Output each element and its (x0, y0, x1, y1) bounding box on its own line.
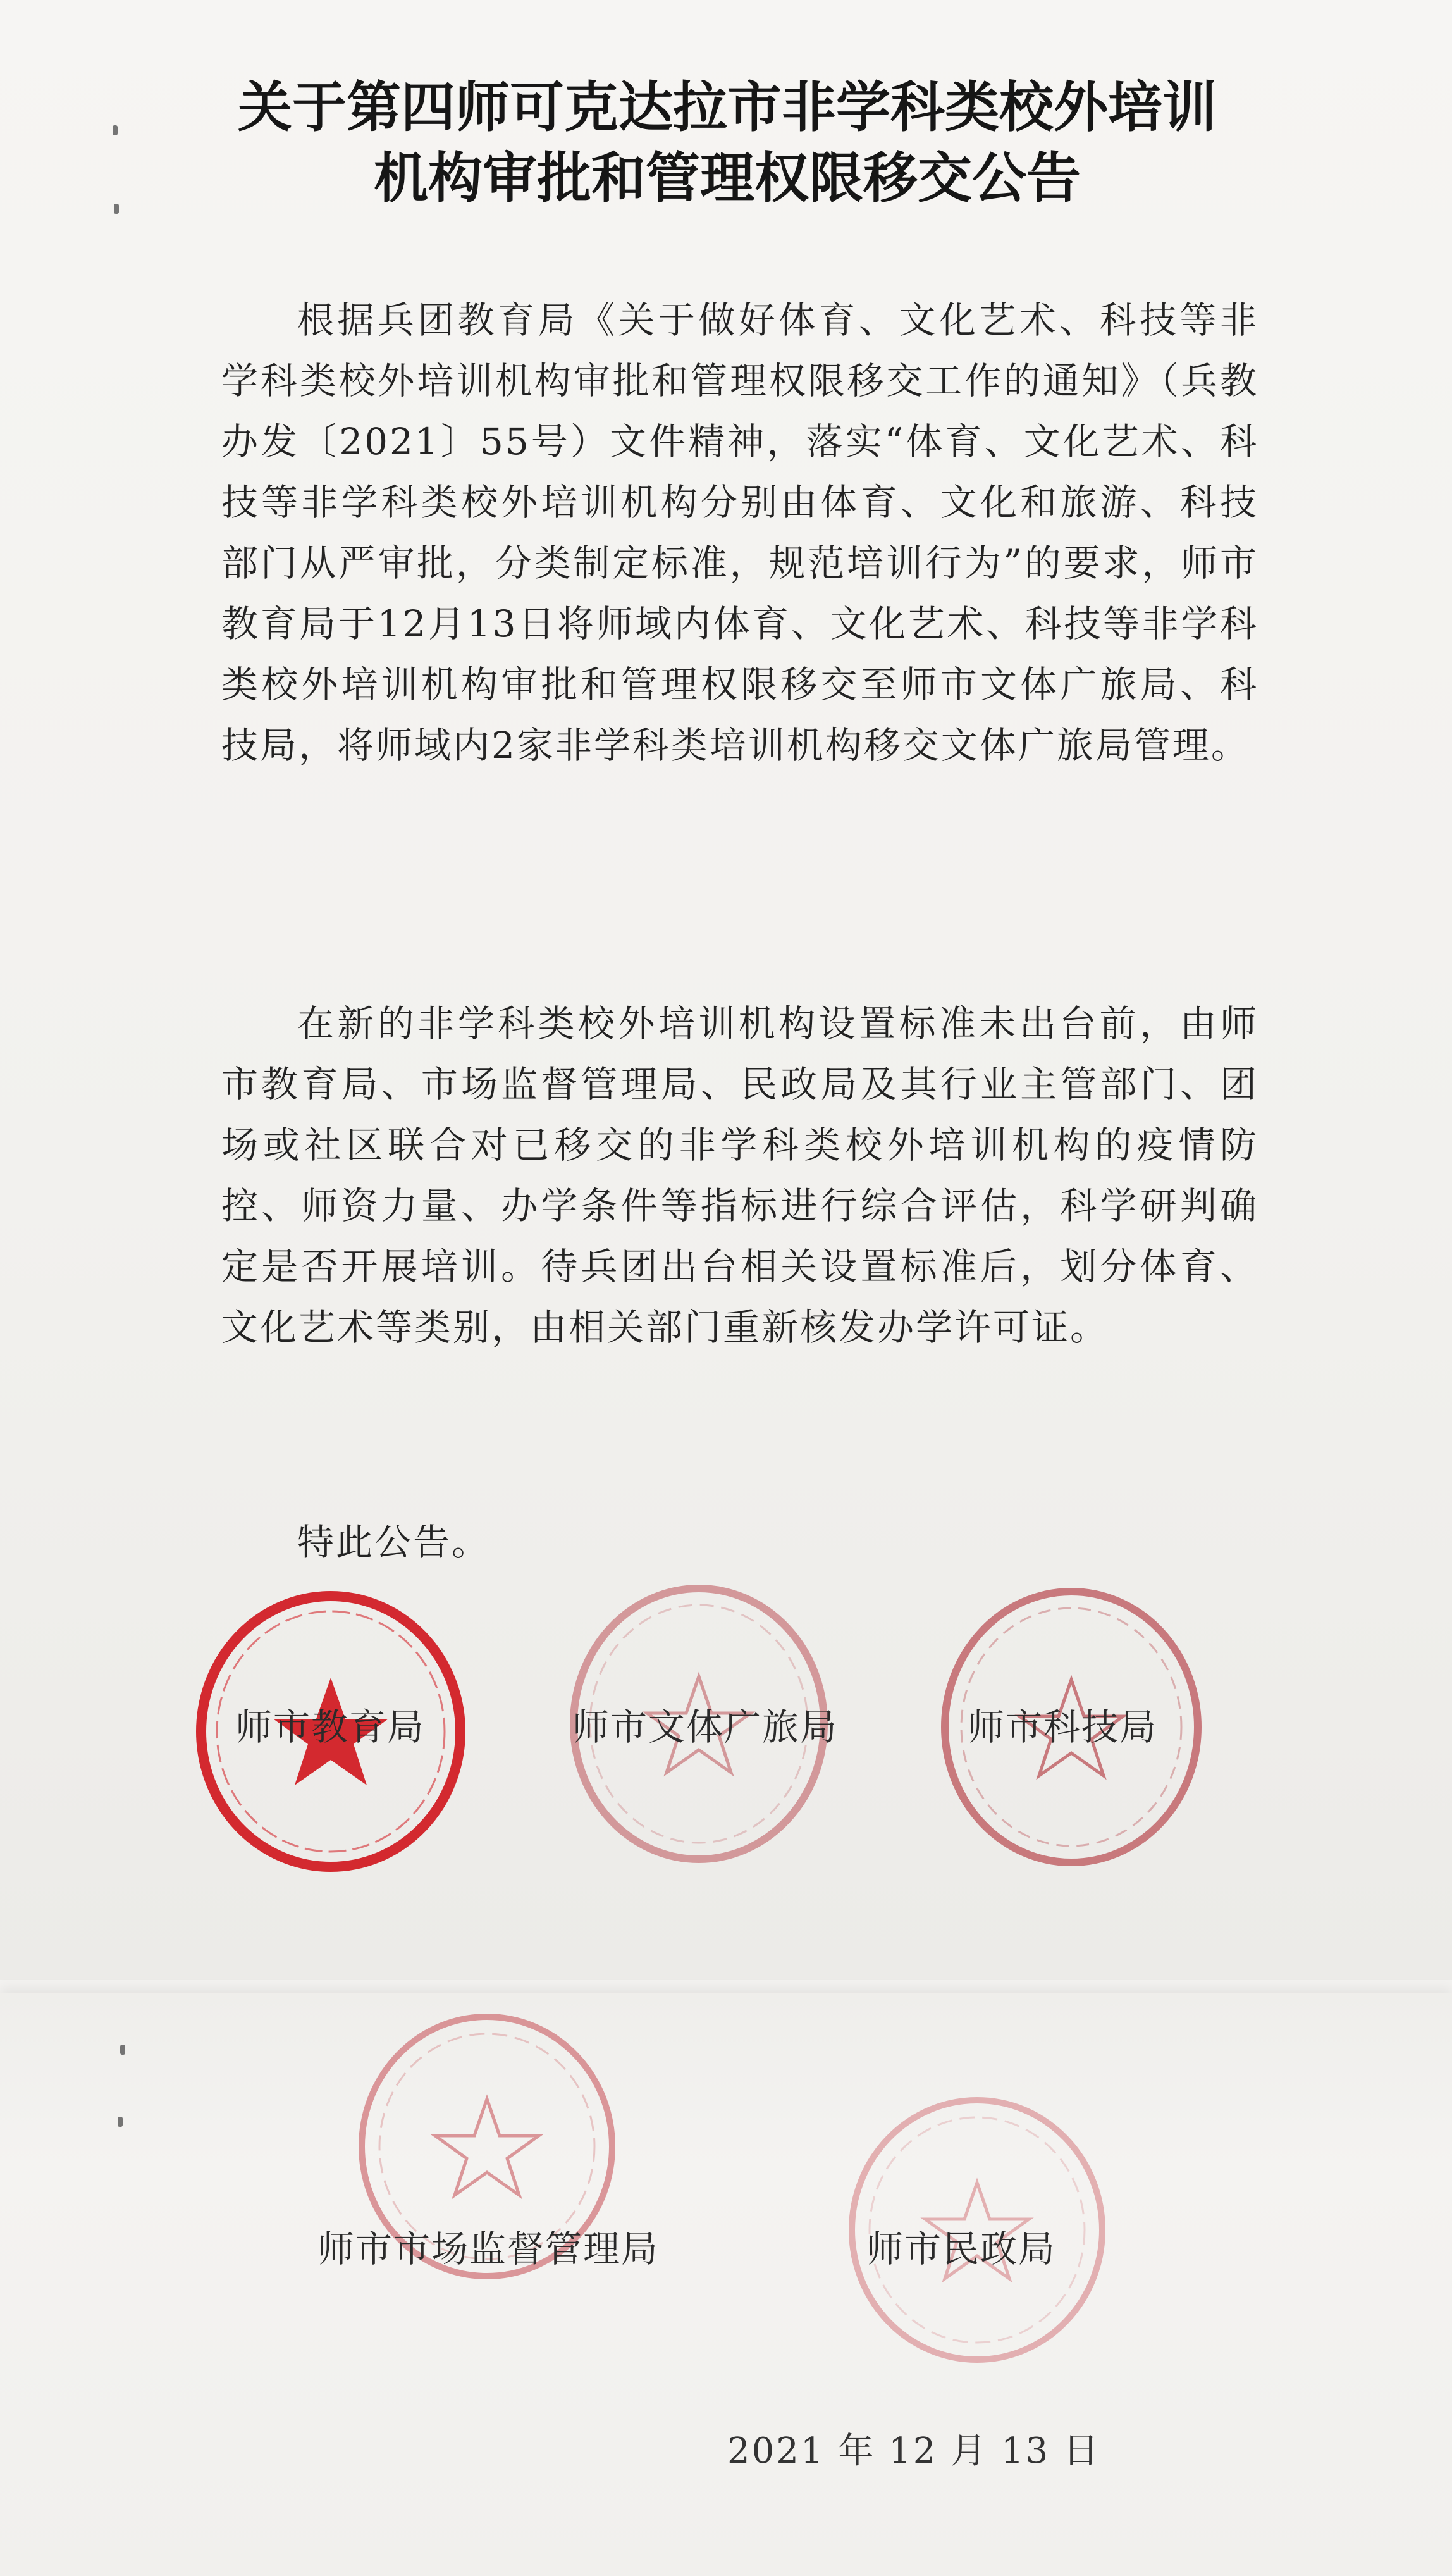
body-paragraph-1: 根据兵团教育局《关于做好体育、文化艺术、科技等非学科类校外培训机构审批和管理权限移交工作的通知》（兵教办发〔2021〕55号）文件精神，落实“体育、文化艺术、科技等非学科类校外培训机构分别由体育、文化和旅游、科技部门从严审批，分类制定标准，规范培训行为”的要求，师市教育局于12月13日将师域内体育、文化艺术、科技等非学科类校外培训机构审批和管理权限移交至师市文体广旅局、科技局，将师域内2家非学科类培训机构移交文体广旅局管理。 (221, 299, 1258, 767)
signatory-science-technology-bureau: 师市科技局 (968, 1706, 1158, 1749)
signatory-education-bureau: 师市教育局 (235, 1706, 426, 1749)
signatory-market-supervision-bureau: 师市市场监督管理局 (317, 2227, 660, 2270)
issue-date: 2021 年 12 月 13 日 (727, 2430, 1101, 2472)
signatory-culture-sports-tourism-bureau: 师市文体广旅局 (572, 1706, 839, 1749)
document-page-2 (0, 1993, 1452, 2576)
body-paragraph-2: 在新的非学科类校外培训机构设置标准未出台前，由师市教育局、市场监督管理局、民政局及其行业主管部门、团场或社区联合对已移交的非学科类校外培训机构的疫情防控、师资力量、办学条件等指标进行综合评估，科学研判确定是否开展培训。待兵团出台相关设置标准后，划分体育、文化艺术等类别，由相关部门重新核发办学许可证。 (221, 1002, 1258, 1349)
signatory-civil-affairs-bureau: 师市民政局 (866, 2227, 1057, 2270)
binding-hole-mark (120, 2045, 125, 2055)
document-title-line-2: 机构审批和管理权限移交公告 (374, 146, 1081, 210)
binding-hole-mark (118, 2117, 123, 2127)
binding-hole-mark (113, 125, 118, 135)
closing-statement: 特此公告。 (297, 1521, 491, 1564)
binding-hole-mark (114, 204, 119, 214)
document-title-line-1: 关于第四师可克达拉市非学科类校外培训 (238, 75, 1217, 139)
